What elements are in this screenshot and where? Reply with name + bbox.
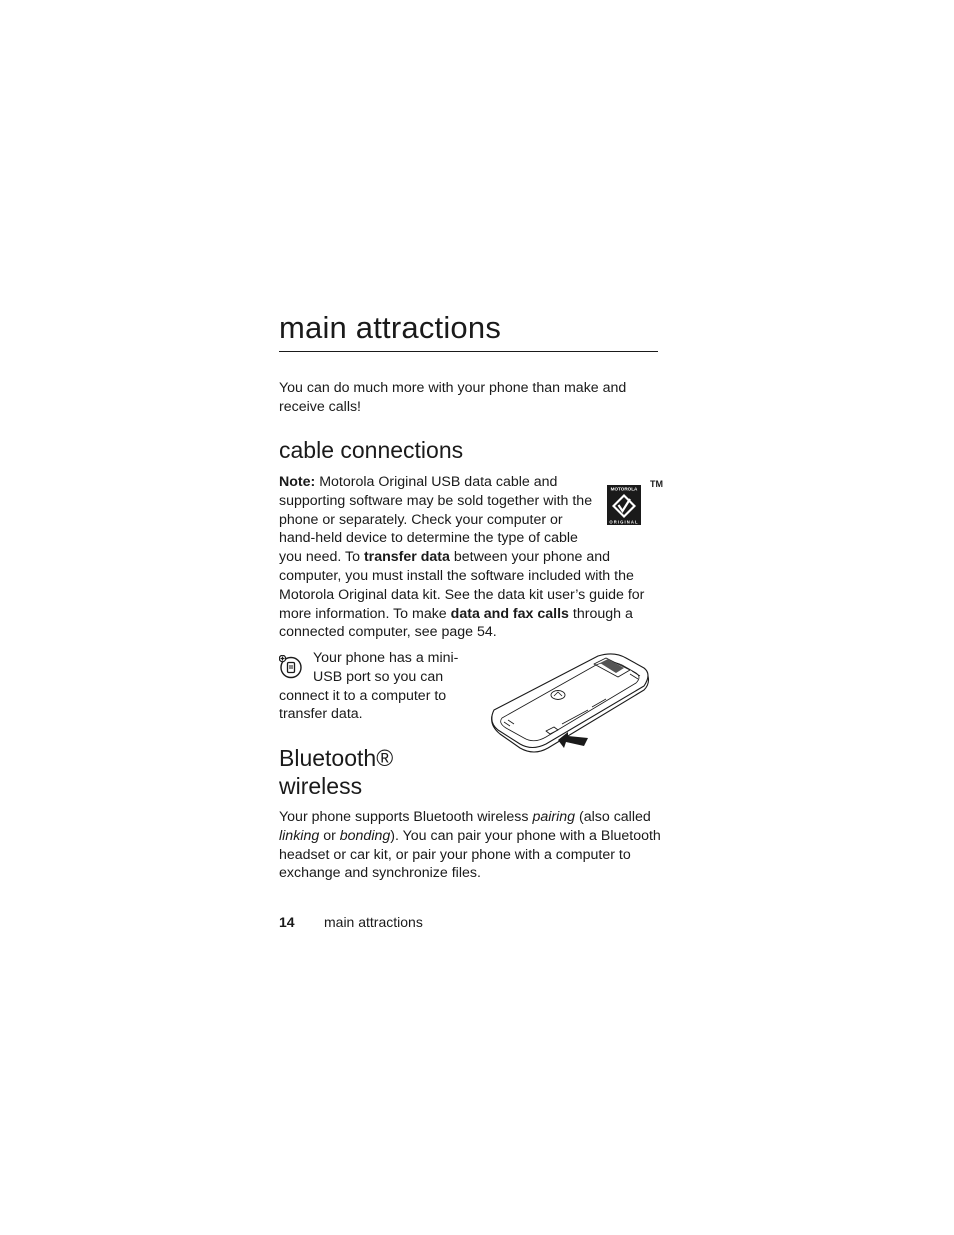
intro-paragraph: You can do much more with your phone than make and receive calls! [279, 380, 627, 415]
page-number: 14 [279, 914, 295, 930]
motorola-original-badge-icon [607, 485, 641, 525]
usb-feature-paragraph [279, 649, 479, 724]
bt-term-pairing: pairing [532, 809, 576, 825]
title-divider [279, 351, 658, 352]
bluetooth-paragraph [279, 808, 663, 883]
transfer-data-term: transfer data [363, 549, 450, 566]
badge-top-text: MOTOROLA [610, 486, 638, 492]
note-text-2: between your phone and computer, you must install the software included with the Motorola Original data kit. See the data kit user’s guide for more information. To make [279, 549, 645, 622]
footer-section-label: main attractions [324, 914, 423, 930]
bt-text-2: (also called [579, 809, 651, 825]
data-fax-calls-term: data and fax calls [450, 605, 569, 622]
note-text-1: Motorola Original USB data cable and supporting software may be sold together with the phone or separately. Check your computer or hand-held device to determine the type of cable you need. To [279, 474, 593, 566]
bt-text-3: or [323, 827, 336, 844]
bt-text-4: ). You can pair your phone with a Bluetooth headset or car kit, or pair your phone with a computer to exchange and synchronize files. [279, 827, 661, 882]
bt-term-bonding: bonding [339, 827, 391, 844]
page-title: main attractions [279, 310, 502, 345]
cable-note-paragraph [279, 473, 663, 642]
motorola-original-badge [607, 473, 663, 533]
trademark-mark: TM [650, 479, 663, 489]
usb-feature-text: Your phone has a mini-USB port so you can connect it to a computer to transfer data. [279, 650, 459, 723]
badge-bottom-text: ORIGINAL [609, 519, 639, 525]
note-text-3: through a connected computer, see page 54. [279, 605, 633, 641]
usb-feature-icon [279, 655, 303, 679]
phone-usb-port-illustration [488, 652, 652, 756]
note-label: Note: [279, 474, 316, 490]
bt-text-1: Your phone supports Bluetooth wireless [279, 809, 529, 825]
section-heading-cable: cable connections [279, 437, 464, 463]
section-heading-bluetooth: Bluetooth® wireless [279, 745, 394, 799]
bt-term-linking: linking [279, 827, 320, 844]
